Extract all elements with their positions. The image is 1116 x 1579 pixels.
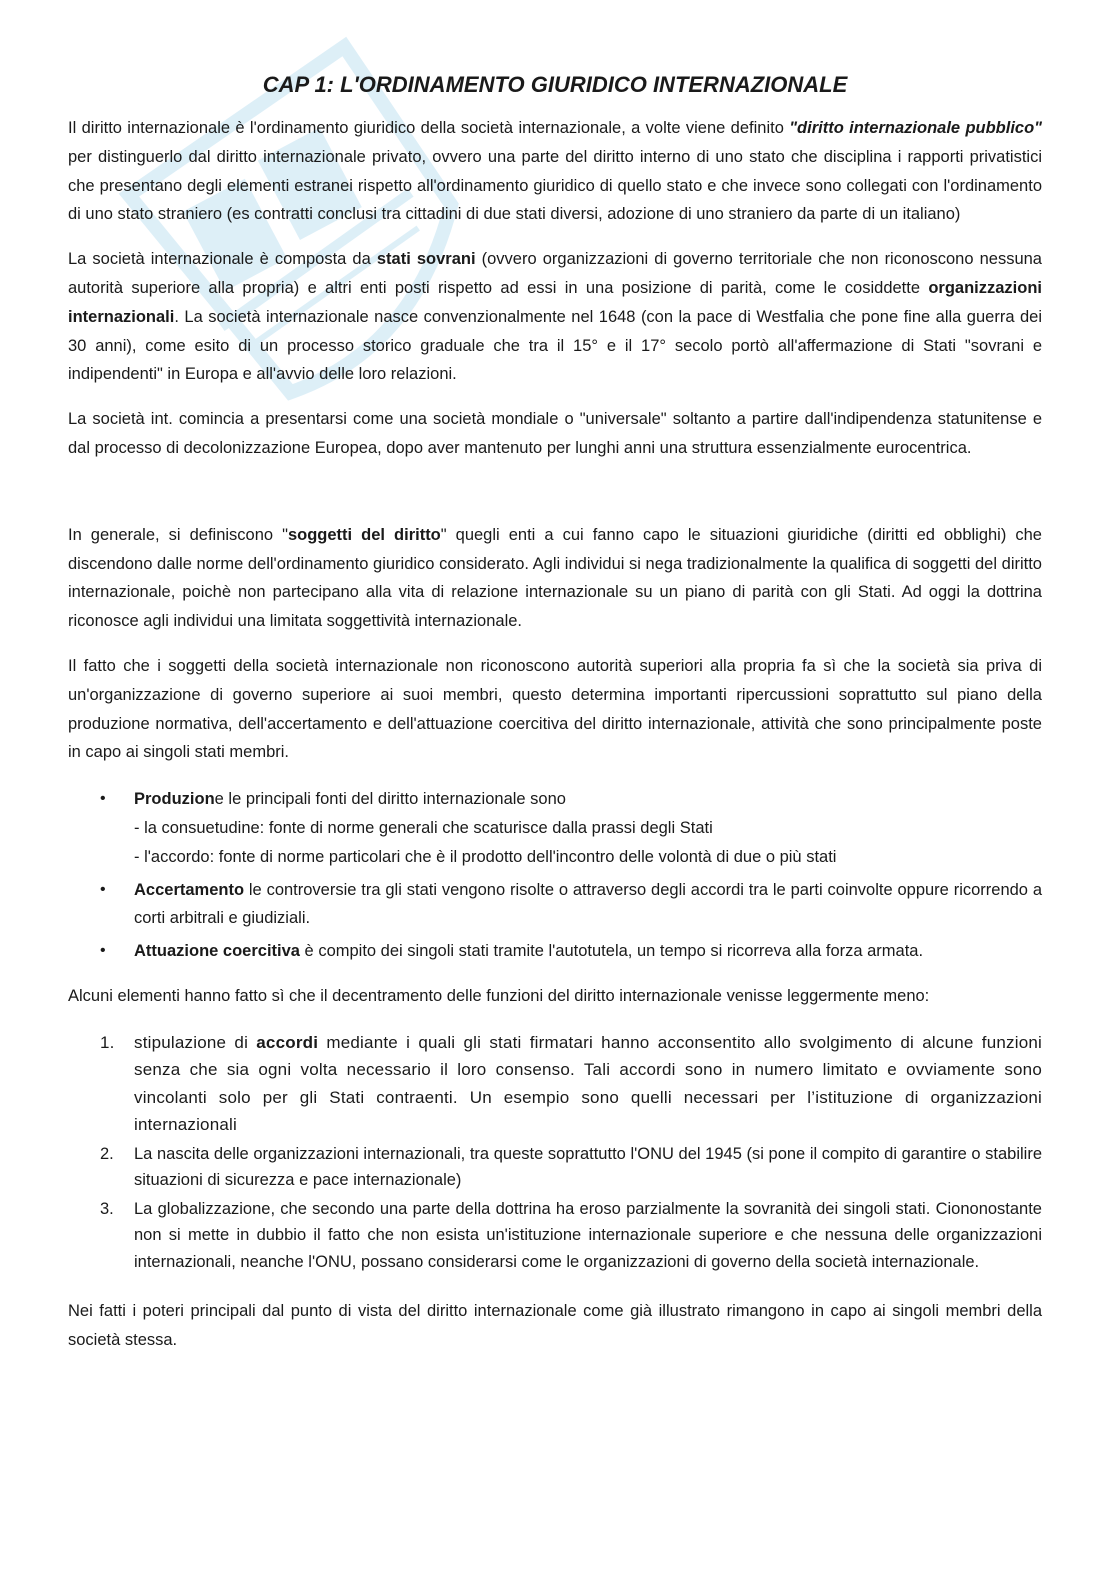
list-item: • Attuazione coercitiva è compito dei singoli stati tramite l'autotutela, un tempo si ricorreva alla forza armata.	[68, 937, 1042, 966]
list-item: 3. La globalizzazione, che secondo una parte della dottrina ha eroso parzialmente la sovranità dei singoli stati. Ciononostante non si mette in dubbio il fatto che non esista un'istituzione internazionale superiore e che nessuna delle organizzazioni internazionali, neanche l'ONU, possano considerarsi come le organizzazioni di governo della società internazionale.	[100, 1199, 1042, 1271]
paragraph-1: Il diritto internazionale è l'ordinamento giuridico della società internazionale, a volte viene definito "diritto internazionale pubblico" per distinguerlo dal diritto internazionale privato, ovvero una parte del diritto interno di uno stato che disciplina i rapporti privatistici che presentano degli elementi estranei rispetto all'ordinamento giuridico di quello stato e che invece sono collegati con l'ordinamento di uno stato straniero (es contratti conclusi tra cittadini di due stati diversi, adozione di uno straniero da parte di un italiano)	[68, 119, 1043, 224]
numbered-list	[68, 1029, 1042, 1276]
bullet-icon: •	[100, 880, 106, 898]
bullet-icon: •	[100, 942, 106, 960]
page-title: CAP 1: L'ORDINAMENTO GIURIDICO INTERNAZIONALE	[262, 72, 848, 97]
paragraph-5: Il fatto che i soggetti della società internazionale non riconoscono autorità superiori alla propria fa sì che la società sia priva di un'organizzazione di governo superiore ai suoi membri, questo determina importanti ripercussioni soprattutto sul piano della produzione normativa, dell'accertamento e dell'attuazione coercitiva del diritto internazionale, attività che sono principalmente poste in capo ai singoli stati membri.	[68, 656, 1042, 762]
paragraph-3: La società int. comincia a presentarsi come una società mondiale o "universale" soltanto a partire dall'indipendenza statunitense e dal processo di decolonizzazione Europea, dopo aver mantenuto per lunghi anni una struttura essenzialmente eurocentrica.	[68, 410, 1042, 457]
list-item: 1. stipulazione di accordi mediante i quali gli stati firmatari hanno acconsentito allo svolgimento di alcune funzioni senza che sia ogni volta necessario il loro consenso. Tali accordi sono in numero limitato e ovviamente sono vincolanti solo per gli Stati contraenti. Un esempio sono quelli necessari per l’istituzione di organizzazioni internazionali	[100, 1032, 1042, 1135]
paragraph-4: In generale, si definiscono "soggetti del diritto" quegli enti a cui fanno capo le situazioni giuridiche (diritti ed obblighi) che discendono dalle norme dell'ordinamento giuridico considerato. Agli individui si nega tradizionalmente la qualifica di soggetti del diritto internazionale, poichè non partecipano alla vita di relazione internazionale su un piano di parità con gli Stati. Ad oggi la dottrina riconosce agli individui una limitata soggettività internazionale.	[68, 525, 1042, 631]
paragraph-6: Alcuni elementi hanno fatto sì che il decentramento delle funzioni del diritto internazionale venisse leggermente meno:	[68, 986, 930, 1005]
list-item: • Produzione le principali fonti del diritto internazionale sono - la consuetudine: fonte di norme generali che scaturisce dalla prassi degli Stati - l'accordo: fonte di norme particolari che è il prodotto dell'incontro delle volontà di due o più stati	[68, 785, 1042, 871]
bullet-list	[68, 785, 1042, 966]
list-item: 2. La nascita delle organizzazioni internazionali, tra queste soprattutto l'ONU del 1945 (si pone il compito di garantire o stabilire situazioni di sicurezza e pace internazionale)	[100, 1144, 1042, 1190]
document-body	[68, 68, 1042, 1371]
paragraph-2: La società internazionale è composta da stati sovrani (ovvero organizzazioni di governo territoriale che non riconoscono nessuna autorità superiore alla propria) e altri enti posti rispetto ad essi in una posizione di parità, come le cosiddette organizzazioni internazionali. La società internazionale nasce convenzionalmente nel 1648 (con la pace di Westfalia che pone fine alla guerra dei 30 anni), come esito di un processo storico graduale che tra il 15° e il 17° secolo portò all'affermazione di Stati "sovrani e indipendenti" in Europa e all'avvio delle loro relazioni.	[68, 250, 1042, 384]
paragraph-7: Nei fatti i poteri principali dal punto di vista del diritto internazionale come già illustrato rimangono in capo ai singoli membri della società stessa.	[68, 1302, 1042, 1350]
list-item: • Accertamento le controversie tra gli stati vengono risolte o attraverso degli accordi tra le parti coinvolte oppure ricorrendo a corti arbitrali e giudiziali.	[68, 876, 1042, 934]
bullet-icon: •	[100, 790, 106, 808]
